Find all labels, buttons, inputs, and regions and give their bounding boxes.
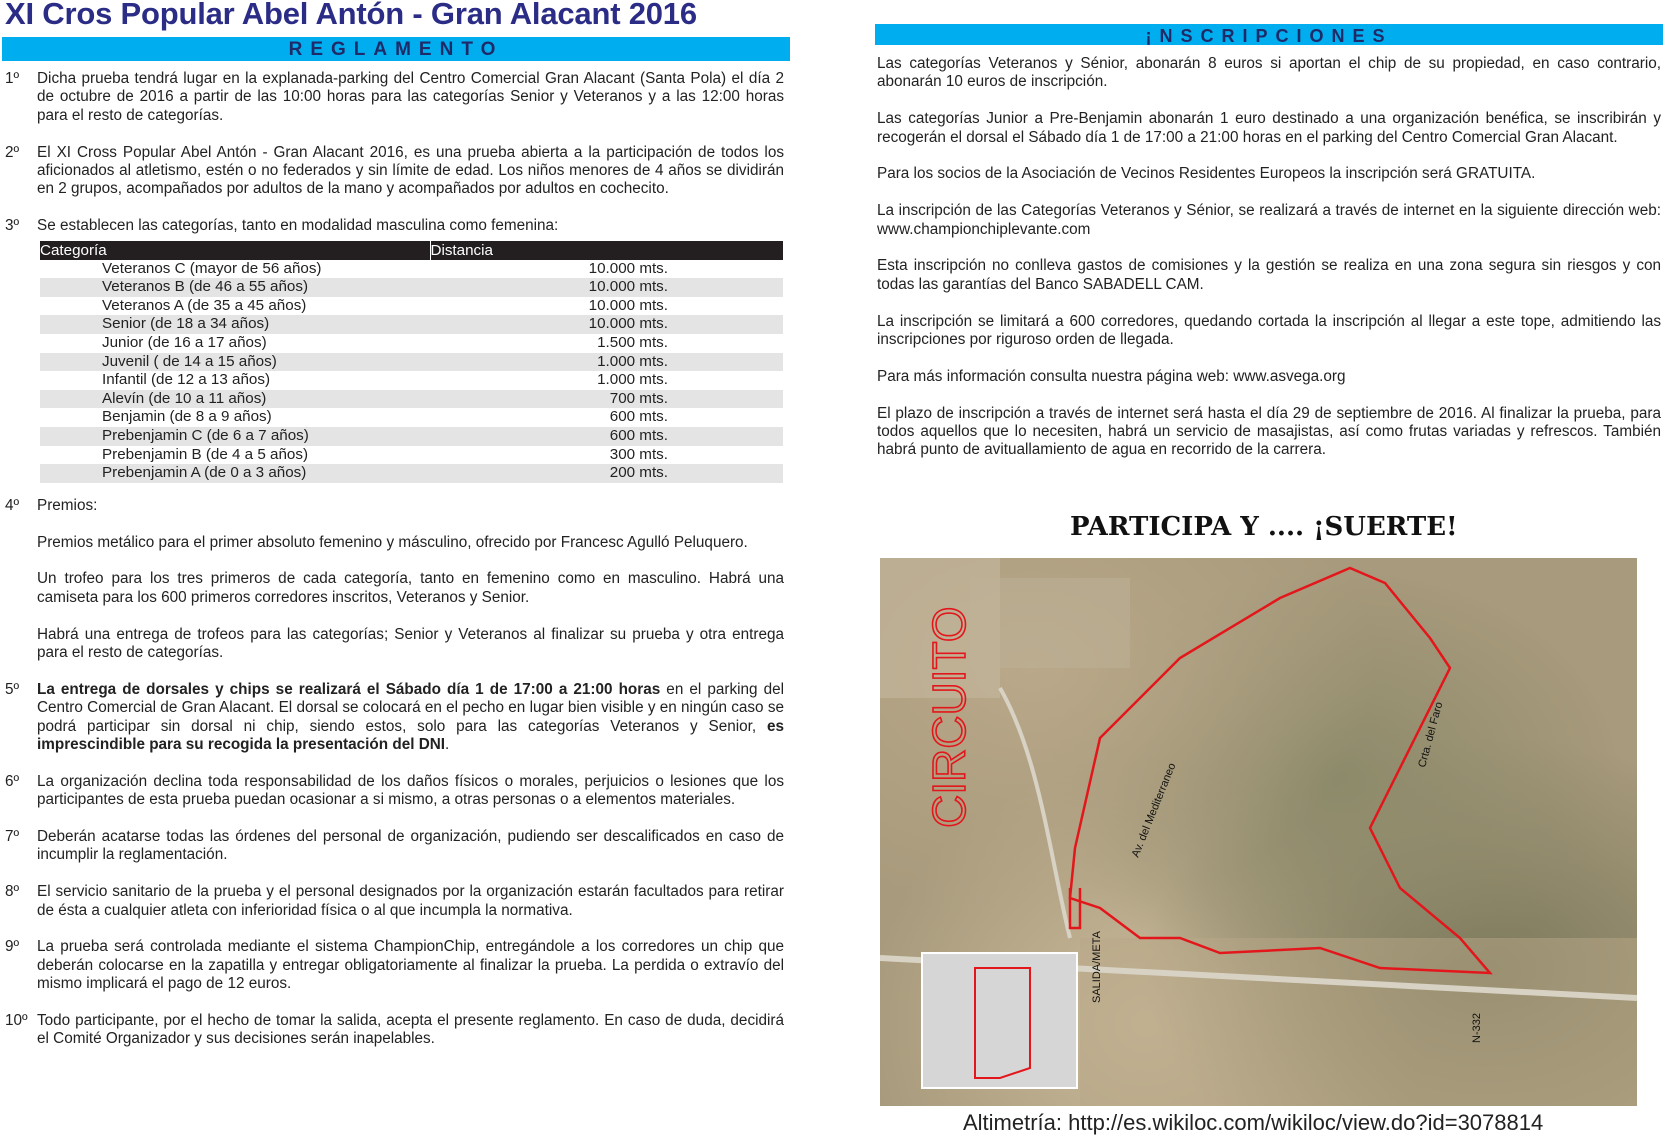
circuito-label: CIRCUITO — [923, 606, 975, 828]
distance-cell: 10.000 mts. — [430, 278, 783, 297]
rule-number: 2º — [5, 143, 20, 161]
category-cell: Infantil (de 12 a 13 años) — [102, 371, 271, 389]
rule-number: 10º — [5, 1011, 28, 1029]
map-label-faro: Crta. del Faro — [1416, 700, 1446, 769]
inscripcion-paragraph: Las categorías Junior a Pre-Benjamin abonarán 1 euro destinado a una organización benéfica, se inscribirán y recogerán el dorsal el Sábado día 1 de 17:00 a 21:00 horas en el parking del Centro Comercial Gran Alacant. — [877, 110, 1661, 146]
distance-cell: 10.000 mts. — [588, 259, 668, 277]
table-row — [40, 427, 783, 446]
rule-number: 7º — [5, 827, 20, 845]
rule-number: 6º — [5, 772, 20, 790]
rule-text: La prueba será controlada mediante el sistema ChampionChip, entregándole a los corredores un chip que deberán colocarse en la zapatilla y entregar obligatoriamente al finalizar la prueba. La perdida o extravío del mismo implicará el pago de 12 euros. — [37, 938, 784, 993]
reglamento-header: REGLAMENTO — [2, 37, 790, 61]
rule-text: El servicio sanitario de la prueba y el personal designados por la organización estarán facultados para retirar de ésta a cualquier atleta con inferioridad física o al que incumpla la normativa. — [37, 883, 784, 919]
rule-text: en el parking del Centro Comercial de Gran Alacant. El dorsal se colocará en el pecho en lugar bien visible y en ningún caso se podrá participar sin dorsal ni chip, siendo estos, solo para las categorías Veteranos y Senior, — [37, 680, 784, 735]
table-row — [40, 408, 783, 427]
table-row — [40, 371, 783, 390]
rule-7 — [0, 828, 784, 865]
rule-1 — [0, 70, 784, 125]
category-cell: Prebenjamin B (de 4 a 5 años) — [102, 445, 308, 463]
rule-2 — [0, 144, 784, 199]
rule-number: 8º — [5, 883, 20, 901]
table-row — [40, 260, 783, 279]
map-label-n332: N-332 — [1471, 1013, 1483, 1043]
category-cell: Alevín (de 10 a 11 años) — [40, 390, 430, 409]
inset-photo — [922, 953, 1077, 1088]
rule-5 — [0, 681, 784, 755]
column-header-distancia: Distancia — [430, 241, 783, 260]
prize-paragraph: Un trofeo para los tres primeros de cada categoría, tanto en femenino como en masculino. Habrá una camiseta para los 600 primeros corredores inscritos, Veteranos y Senior. — [37, 570, 784, 606]
rule-number: 1º — [5, 70, 20, 87]
distance-cell: 600 mts. — [430, 427, 783, 446]
distance-cell: 1.000 mts. — [430, 353, 783, 372]
table-row — [40, 353, 783, 372]
inscripcion-paragraph: Esta inscripción no conlleva gastos de comisiones y la gestión se realiza en una zona segura sin riesgos y con todas las garantías del Banco SABADELL CAM. — [877, 257, 1661, 293]
circuit-map — [880, 558, 1637, 1106]
prize-paragraph: Premios metálico para el primer absoluto femenino y másculino, ofrecido por Francesc Agulló Peluquero. — [37, 533, 748, 551]
distance-cell: 10.000 mts. — [588, 296, 668, 314]
inscripcion-paragraph: Para más información consulta nuestra página web: www.asvega.org — [877, 367, 1346, 385]
inscripcion-paragraph: Para los socios de la Asociación de Vecinos Residentes Europeos la inscripción será GRATUITA. — [877, 165, 1536, 183]
category-cell: Veteranos C (mayor de 56 años) — [102, 259, 322, 277]
distance-cell: 1.000 mts. — [597, 371, 668, 389]
table-row — [40, 390, 783, 409]
map-graphic — [880, 558, 1637, 1106]
route-path — [1070, 568, 1490, 973]
rule-number: 9º — [5, 938, 20, 956]
table-row — [40, 297, 783, 316]
distance-cell: 200 mts. — [430, 464, 783, 483]
rule-bold-text: es imprescindible para su recogida la presentación del DNI — [37, 717, 784, 753]
distance-cell: 600 mts. — [609, 408, 668, 426]
rule-text: El XI Cross Popular Abel Antón - Gran Alacant 2016, es una prueba abierta a la participación de todos los aficionados al atletismo, estén o no federados y sin límite de edad. Los niños menores de 4 años se dividirán en 2 grupos, acompañados por adultos de la mano y acompañados por adultos en cochecito. — [37, 143, 784, 198]
table-row — [40, 278, 783, 297]
category-cell: Senior (de 18 a 34 años) — [40, 315, 430, 334]
category-cell: Benjamin (de 8 a 9 años) — [102, 408, 272, 426]
category-cell: Prebenjamin C (de 6 a 7 años) — [40, 427, 430, 446]
rule-4 — [0, 497, 784, 663]
category-cell: Prebenjamin A (de 0 a 3 años) — [40, 464, 430, 483]
rule-text-end: . — [445, 735, 450, 753]
rule-number: 5º — [5, 680, 20, 698]
map-label-salida: SALIDA/META — [1091, 931, 1103, 1003]
rule-bold-text: La entrega de dorsales y chips se realizará el Sábado día 1 de 17:00 a 21:00 horas — [37, 680, 661, 698]
rule-text: La organización declina toda responsabilidad de los daños físicos o morales, perjuicios o lesiones que los participantes de esta prueba puedan ocasionar a si mismo, a otras personas o a elementos materiales. — [37, 772, 784, 809]
categories-table — [40, 241, 783, 483]
table-header-row — [40, 241, 783, 260]
rules-list — [0, 70, 784, 1067]
inscripcion-paragraph: Las categorías Veteranos y Sénior, abonarán 8 euros si aportan el chip de su propiedad, en caso contrario, abonarán 10 euros de inscripción. — [877, 55, 1661, 91]
table-row — [40, 334, 783, 353]
table-row — [40, 464, 783, 483]
inscripcion-paragraph: El plazo de inscripción a través de internet será hasta el día 29 de septiembre de 2016. Al finalizar la prueba, para todos aquellos que lo necesiten, habrá un servicio de masajistas, así como frutas variadas y refrescos. También habrá punto de avituallamiento de agua en recorrido de la carrera. — [877, 404, 1661, 459]
inscripciones-header: ¡NSCRIPCIONES — [875, 24, 1663, 45]
category-cell: Junior (de 16 a 17 años) — [102, 334, 267, 351]
prizes-heading: Premios: — [37, 496, 98, 514]
category-cell: Veteranos B (de 46 a 55 años) — [40, 278, 430, 297]
prize-paragraph: Habrá una entrega de trofeos para las categorías; Senior y Veteranos al finalizar su prueba y otra entrega para el resto de categorías. — [37, 625, 784, 661]
rule-10 — [0, 1012, 784, 1049]
distance-cell: 300 mts. — [609, 445, 668, 463]
rule-3 — [0, 217, 784, 483]
rule-text: Dicha prueba tendrá lugar en la explanada-parking del Centro Comercial Gran Alacant (Santa Pola) el día 2 de octubre de 2016 a partir de las 10:00 horas para las categorías Senior y Veteranos y a las 12:00 horas para el resto de categorías. — [37, 70, 784, 124]
altimetria-link[interactable]: Altimetría: http://es.wikiloc.com/wikiloc/view.do?id=3078814 — [963, 1110, 1544, 1135]
rule-number: 3º — [5, 217, 20, 235]
rule-6 — [0, 773, 784, 810]
inscripciones-text — [877, 55, 1661, 478]
road-line — [1000, 688, 1070, 938]
rule-text: Deberán acatarse todas las órdenes del personal de organización, pudiendo ser descalificados en caso de incumplir la reglamentación. — [37, 827, 784, 864]
participa-slogan: PARTICIPA Y .... ¡SUERTE! — [1070, 512, 1458, 542]
rule-9 — [0, 938, 784, 993]
inscripcion-paragraph: La inscripción se limitará a 600 corredores, quedando cortada la inscripción al llegar a este tope, admitiendo las inscripciones por riguroso orden de llegada. — [877, 312, 1661, 349]
inscripcion-paragraph: La inscripción de las Categorías Veteranos y Sénior, se realizará a través de internet en la siguiente dirección web: www.championchiplevante.com — [877, 202, 1661, 238]
distance-cell: 1.500 mts. — [597, 334, 668, 351]
table-row — [40, 446, 783, 465]
category-cell: Veteranos A (de 35 a 45 años) — [102, 296, 307, 314]
rule-text: Todo participante, por el hecho de tomar la salida, acepta el presente reglamento. En caso de duda, decidirá el Comité Organizador y sus decisiones serán inapelables. — [37, 1011, 784, 1048]
map-label-mediterraneo: Av. del Mediterraneo — [1129, 761, 1179, 860]
rule-text: Se establecen las categorías, tanto en modalidad masculina como femenina: — [37, 217, 559, 235]
table-row — [40, 315, 783, 334]
page-title: XI Cros Popular Abel Antón - Gran Alacant 2016 — [5, 0, 697, 31]
category-cell: Juvenil ( de 14 a 15 años) — [40, 353, 430, 372]
rule-number: 4º — [5, 496, 20, 514]
distance-cell: 700 mts. — [430, 390, 783, 409]
distance-cell: 10.000 mts. — [430, 315, 783, 334]
rule-8 — [0, 883, 784, 920]
column-header-categoria: Categoría — [40, 241, 430, 260]
